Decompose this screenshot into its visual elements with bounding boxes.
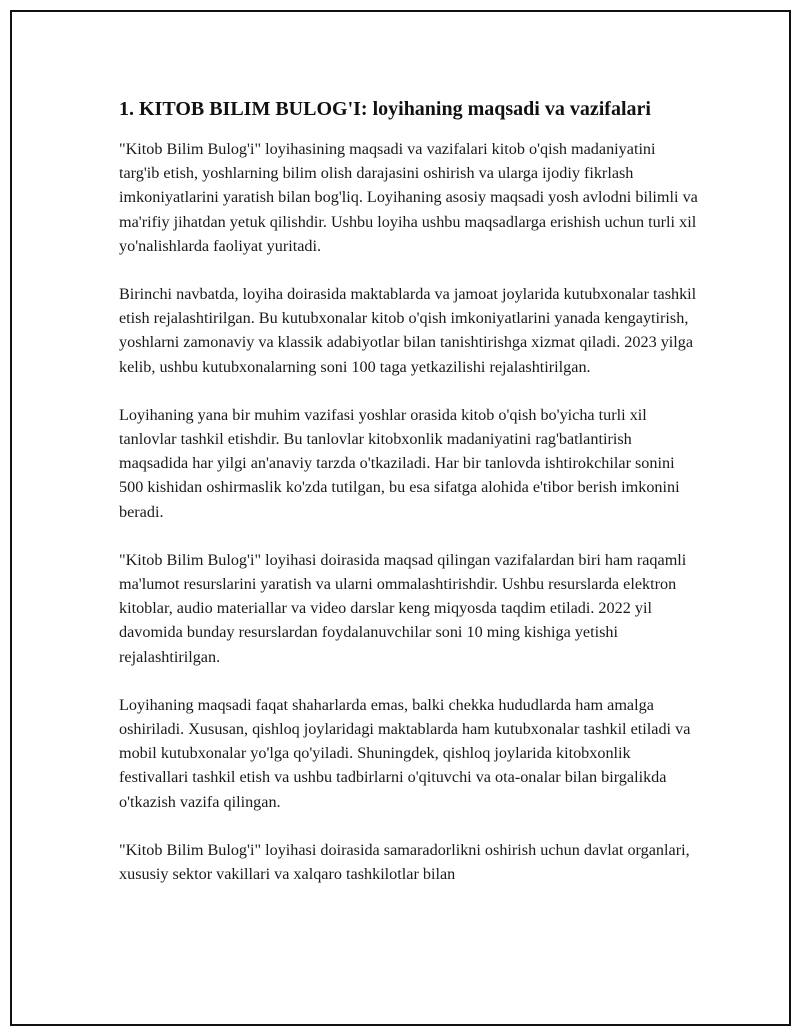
page-frame [10,10,791,1026]
document-title: 1. KITOB BILIM BULOG'I: loyihaning maqsadi va vazifalari [119,98,651,120]
paragraph-3: Loyihaning yana bir muhim vazifasi yoshlar orasida kitob o'qish bo'yicha turli xil tanlovlar tashkil etishdir. Bu tanlovlar kitobxonlik madaniyatini rag'batlantirish maqsadida har yilgi an'anaviy tarzda o'tkaziladi. Har bir tanlovda ishtirokchilar sonini 500 kishidan oshirmaslik ko'zda tutilgan, bu esa sifatga alohida e'tibor berish imkonini beradi. [119,405,680,521]
paragraph-6: "Kitob Bilim Bulog'i" loyihasi doirasida samaradorlikni oshirish uchun davlat organlari, xususiy sektor vakillari va xalqaro tashkilotlar bilan [119,840,690,884]
document-body [119,95,699,910]
paragraph-5: Loyihaning maqsadi faqat shaharlarda emas, balki chekka hududlarda ham amalga oshiriladi. Xususan, qishloq joylaridagi maktablarda ham kutubxonalar tashkil etiladi va mobil kutubxonalar yo'lga qo'yiladi. Shuningdek, qishloq joylarida kitobxonlik festivallari tashkil etish va ushbu tadbirlarni o'qituvchi va ota-onalar bilan birgalikda o'tkazish vazifa qilingan. [119,695,691,811]
paragraph-1: "Kitob Bilim Bulog'i" loyihasining maqsadi va vazifalari kitob o'qish madaniyatini targ'ib etish, yoshlarning bilim olish darajasini oshirish va ularga ijodiy fikrlash imkoniyatlarini yaratish bilan bog'liq. Loyihaning asosiy maqsadi yosh avlodni bilimli va ma'rifiy jihatdan yetuk qilishdir. Ushbu loyiha ushbu maqsadlarga erishish uchun turli xil yo'nalishlarda faoliyat yuritadi. [119,140,698,255]
paragraph-2: Birinchi navbatda, loyiha doirasida maktablarda va jamoat joylarida kutubxonalar tashkil etish rejalashtirilgan. Bu kutubxonalar kitob o'qish imkoniyatlarini yanada kengaytirish, yoshlarni zamonaviy va klassik adabiyotlar bilan tanishtirishga xizmat qiladi. 2023 yilga kelib, ushbu kutubxonalarning soni 100 taga yetkazilishi rejalashtirilgan. [119,285,697,376]
paragraph-4: "Kitob Bilim Bulog'i" loyihasi doirasida maqsad qilingan vazifalardan biri ham raqamli ma'lumot resurslarini yaratish va ularni ommalashtirishdir. Ushbu resurslarda elektron kitoblar, audio materiallar va video darslar keng miqyosda taqdim etiladi. 2022 yil davomida bunday resurslardan foydalanuvchilar soni 10 ming kishiga yetishi rejalashtirilgan. [119,550,687,666]
